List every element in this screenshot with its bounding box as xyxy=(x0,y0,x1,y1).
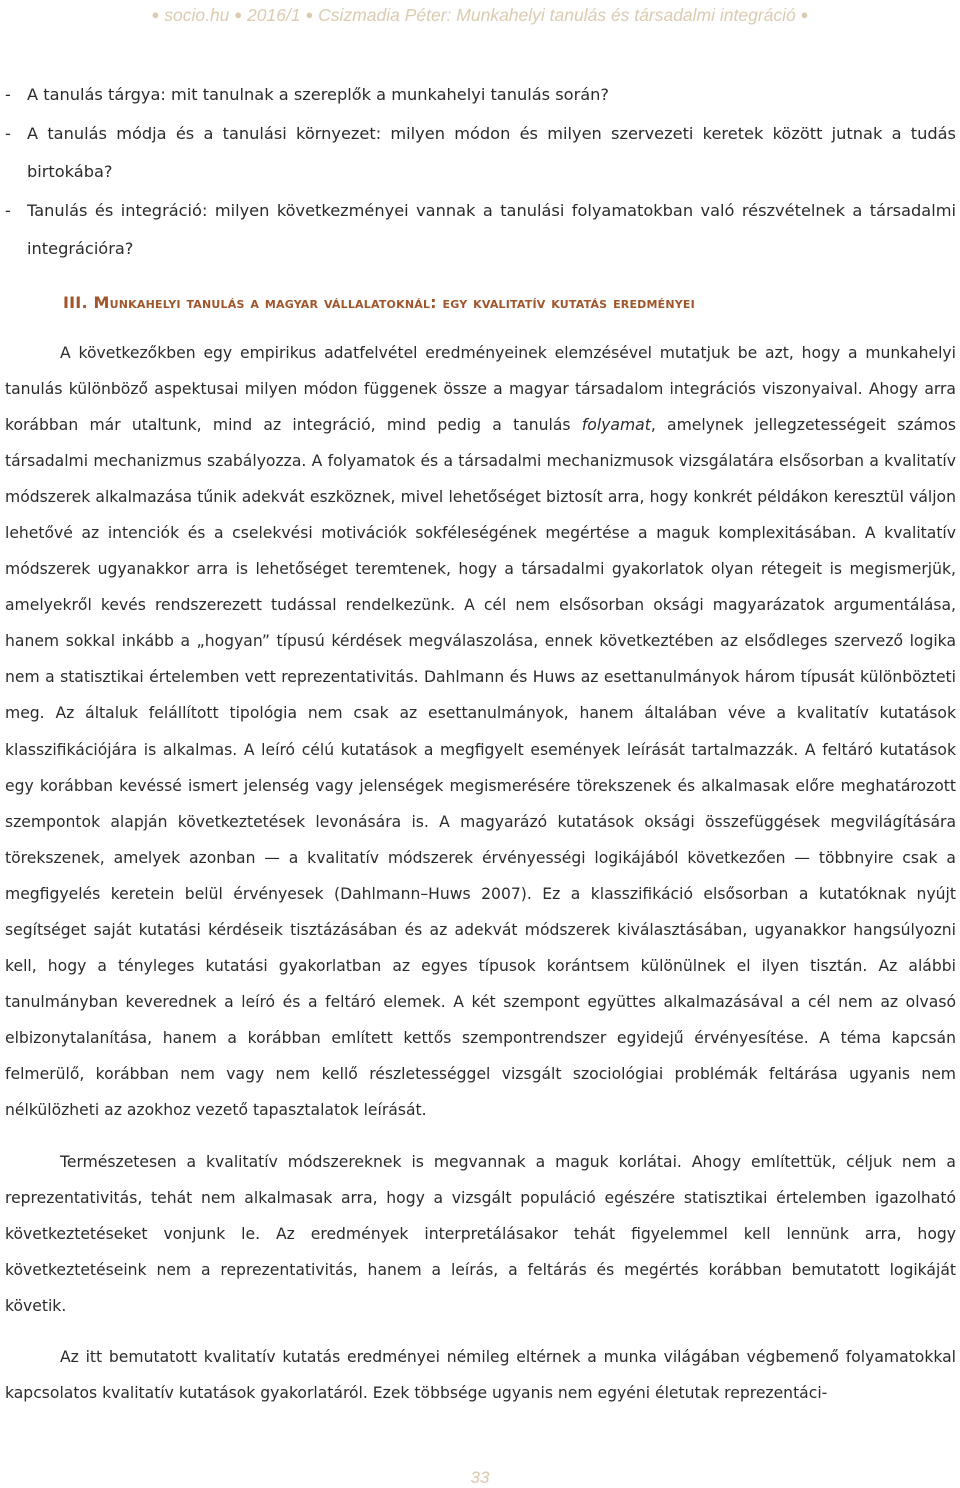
list-item-text: A tanulás módja és a tanulási környezet: milyen módon és milyen szervezeti keretek között jutnak a tudás birtokába? xyxy=(27,123,956,181)
list-item xyxy=(5,115,956,192)
paragraph-text: A következőkben egy empirikus adatfelvétel eredményeinek elemzésével mutatjuk be azt, hogy a munkahelyi tanulás különböző aspektusai milyen módon függenek össze a magyar társadalom integrációs viszonyaival. Ahogy arra korábban már utaltunk, mind az integráció, mind pedig a tanulás xyxy=(5,343,956,434)
bullet-dot-icon: ● xyxy=(800,7,809,22)
list-item-text: A tanulás tárgya: mit tanulnak a szereplők a munkahelyi tanulás során? xyxy=(27,85,610,104)
bullet-dot-icon: ● xyxy=(305,7,314,22)
dash-marker: - xyxy=(5,85,11,104)
list-item xyxy=(5,192,956,269)
page-number: 33 xyxy=(470,1468,490,1487)
list-item-text: Tanulás és integráció: milyen következményei vannak a tanulási folyamatokban való részvételnek a társadalmi integrációra? xyxy=(27,200,956,258)
header-article-title: Csizmadia Péter: Munkahelyi tanulás és társadalmi integráció xyxy=(318,5,796,25)
body-text xyxy=(5,335,956,1412)
list-item xyxy=(5,76,956,115)
emphasized-term: folyamat xyxy=(581,415,651,434)
bullet-dot-icon: ● xyxy=(234,7,243,22)
paragraph xyxy=(5,335,956,1129)
header-issue: 2016/1 xyxy=(247,5,301,25)
question-list xyxy=(5,76,956,269)
paragraph: Természetesen a kvalitatív módszereknek is megvannak a maguk korlátai. Ahogy említettük, céljuk nem a reprezentativitás, tehát nem alkalmasak arra, hogy a vizsgált populáció egészére statisztikai értelemben igazolható következtetéseket vonjunk le. Az eredmények interpretálásakor tehát figyelemmel kell lennünk arra, hogy következtetéseink nem a reprezentativitás, hanem a leírás, a feltárás és megértés korábban bemutatott logikáját követik. xyxy=(5,1152,956,1315)
dash-marker: - xyxy=(5,123,11,143)
page-body xyxy=(5,76,956,1426)
header-site: socio.hu xyxy=(164,5,230,25)
section-heading: III. Munkahelyi tanulás a magyar vállalatoknál: egy kvalitatív kutatás eredményei xyxy=(63,292,695,312)
paragraph: Az itt bemutatott kvalitatív kutatás eredményei némileg eltérnek a munka világában végbemenő folyamatokkal kapcsolatos kvalitatív kutatások gyakorlatáról. Ezek többsége ugyanis nem egyéni életutak reprezentáci- xyxy=(5,1348,956,1403)
paragraph-text: , amelynek jellegzetességeit számos társadalmi mechanizmus szabályozza. A folyamatok és a társadalmi mechanizmusok vizsgálatára elsősorban a kvalitatív módszerek alkalmazása tűnik adekvát eszköznek, mivel lehetőséget biztosít arra, hogy konkrét példákon keresztül váljon lehetővé az intenciók és a cselekvési motivációk sokféleségének megértése a maguk komplexitásában. A kvalitatív módszerek ugyanakkor arra is lehetőséget teremtenek, hogy a társadalmi gyakorlatok olyan rétegeit is megismerjük, amelyekről kevés rendszerezett tudással rendelkezünk. A cél nem elsősorban oksági magyarázatok argumentálása, hanem sokkal inkább a „hogyan” típusú kérdések megválaszolása, ennek következtében az elsődleges szervező logika nem a statisztikai értelemben vett reprezentativitás. Dahlmann és Huws az esettanulmányok három típusát különbözteti meg. Az általuk felállított tipológia nem csak az esettanulmányok, hanem általában véve a kvalitatív kutatások klasszifikációjára is alkalmas. A leíró célú kutatások a megfigyelt események leírását tartalmazzák. A feltáró kutatások egy korábban kevéssé ismert jelenség vagy jelenségek megismerésére törekszenek és alkalmasak előre meghatározott szempontok alapján következtetések levonására is. A magyarázó kutatások oksági összefüggések megvilágítására törekszenek, amelyek azonban — a kvalitatív módszerek érvényességi logikájából következően — többnyire csak a megfigyelés keretein belül érvényesek (Dahlmann–Huws 2007). Ez a klasszifikáció elsősorban a kutatóknak nyújt segítséget saját kutatási kérdéseik tisztázásában és az adekvát módszerek kiválasztásában, ugyanakkor hangsúlyozni kell, hogy a tényleges kutatási gyakorlatban az egyes típusok korántsem különülnek el ilyen tisztán. Az alábbi tanulmányban keverednek a leíró és a feltáró elemek. A két szempont együttes alkalmazásával a cél nem az olvasó elbizonytalanítása, hanem a korábban említett kettős szempontrendszer egyidejű érvényesítése. A téma kapcsán felmerülő, korábban nem vagy nem kellő részletességgel vizsgált szociológiai problémák feltárása ugyanis nem nélkülözheti az azokhoz vezető tapasztalatok leírását. xyxy=(5,415,956,1120)
running-header xyxy=(0,5,960,31)
dash-marker: - xyxy=(5,200,11,220)
bullet-dot-icon: ● xyxy=(151,7,160,22)
